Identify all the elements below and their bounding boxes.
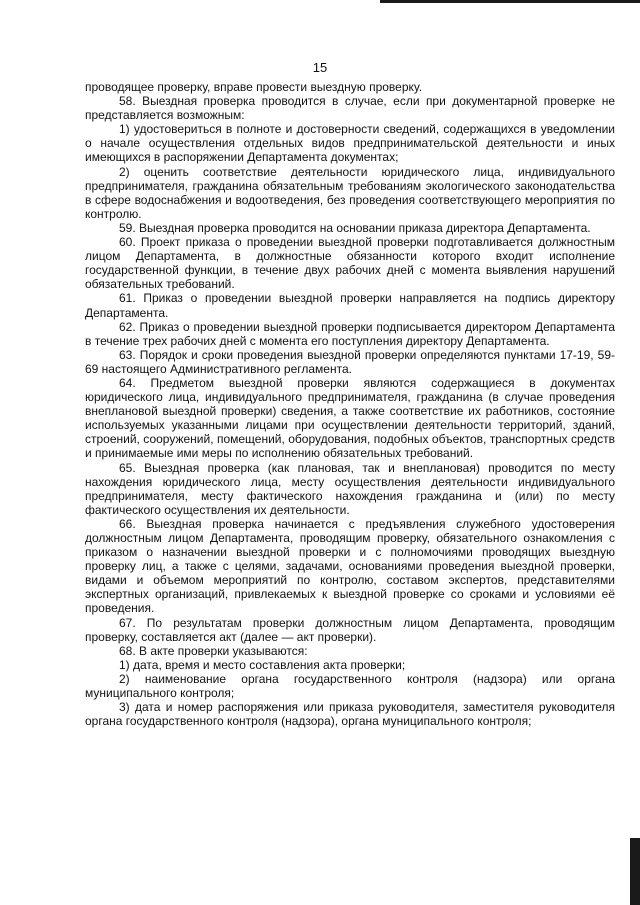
paragraph-68-item-1: 1) дата, время и место составления акта проверки; <box>119 657 406 672</box>
paragraph-64: 64. Предметом выездной проверки являются содержащиеся в документах юридического лица, индивидуального предпринимателя, гражданина (в случае проведения внеплановой выездной проверки) сведения, а также соответствие их работников, состояние используемых указанными лицами при осуществлении деятельности территорий, зданий, строений, сооружений, помещений, оборудования, подобных объектов, транспортных средств и принимаемые ими меры по исполнению обязательных требований. <box>85 375 615 461</box>
paragraph-61: 61. Приказ о проведении выездной проверки направляется на подпись директору Департамента. <box>85 291 615 320</box>
paragraph-66: 66. Выездная проверка начинается с предъявления служебного удостоверения должностным лицом Департамента, проводящим проверку, обязательного ознакомления с приказом о назначении выездной проверки и с полномочиями проводящих выездную проверку лиц, а также с целями, задачами, основаниями проведения выездной проверки, видами и объемом мероприятий по контролю, составом экспертов, представителями экспертных организаций, привлекаемых к выездной проверке со сроками и условиями её проведения. <box>85 516 615 616</box>
paragraph-62: 62. Приказ о проведении выездной проверки подписывается директором Департамента в течение трех рабочих дней с момента его поступления директору Департамента. <box>85 319 615 348</box>
paragraph-58-item-1: 1) удостовериться в полноте и достоверности сведений, содержащихся в уведомлении о начале осуществления отдельных видов предпринимательской деятельности и иных имеющихся в распоряжении Департамента документах; <box>85 122 615 165</box>
paragraph-58-item-2: 2) оценить соответствие деятельности юридического лица, индивидуального предпринимателя, гражданина обязательным требованиям экологического законодательства в сфере водоснабжения и водоотведения, без проведения соответствующего мероприятия по контролю. <box>85 164 615 221</box>
paragraph-60: 60. Проект приказа о проведении выездной проверки подготавливается должностным лицом Департамента, в должностные обязанности которого входит исполнение государственной функции, в течение двух рабочих дней с момента выявления нарушений обязательных требований. <box>85 235 615 292</box>
paragraph-65: 65. Выездная проверка (как плановая, так и внеплановая) проводится по месту нахождения юридического лица, месту осуществления деятельности индивидуального предпринимателя, месту фактического нахождения гражданина и (или) по месту фактического осуществления их деятельности. <box>85 460 615 517</box>
paragraph-68-item-2: 2) наименование органа государственного контроля (надзора) или органа муниципального контроля; <box>85 671 615 701</box>
page-number: 15 <box>312 60 328 75</box>
scan-edge-right <box>630 838 640 905</box>
scan-edge-top <box>380 0 640 3</box>
document-body <box>85 80 615 728</box>
paragraph-59: 59. Выездная проверка проводится на основании приказа директора Департамента. <box>119 220 591 235</box>
paragraph-58: 58. Выездная проверка проводится в случае, если при документарной проверке не представляется возможным: <box>85 94 615 123</box>
paragraph-63: 63. Порядок и сроки проведения выездной проверки определяются пунктами 17-19, 59-69 настоящего Административного регламента. <box>85 347 615 376</box>
paragraph-continuation: проводящее проверку, вправе провести выездную проверку. <box>85 80 423 94</box>
paragraph-68: 68. В акте проверки указываются: <box>119 643 308 658</box>
paragraph-67: 67. По результатам проверки должностным лицом Департамента, проводящим проверку, составляется акт (далее — акт проверки). <box>85 615 615 644</box>
paragraph-68-item-3: 3) дата и номер распоряжения или приказа руководителя, заместителя руководителя органа государственного контроля (надзора), органа муниципального контроля; <box>85 700 615 729</box>
